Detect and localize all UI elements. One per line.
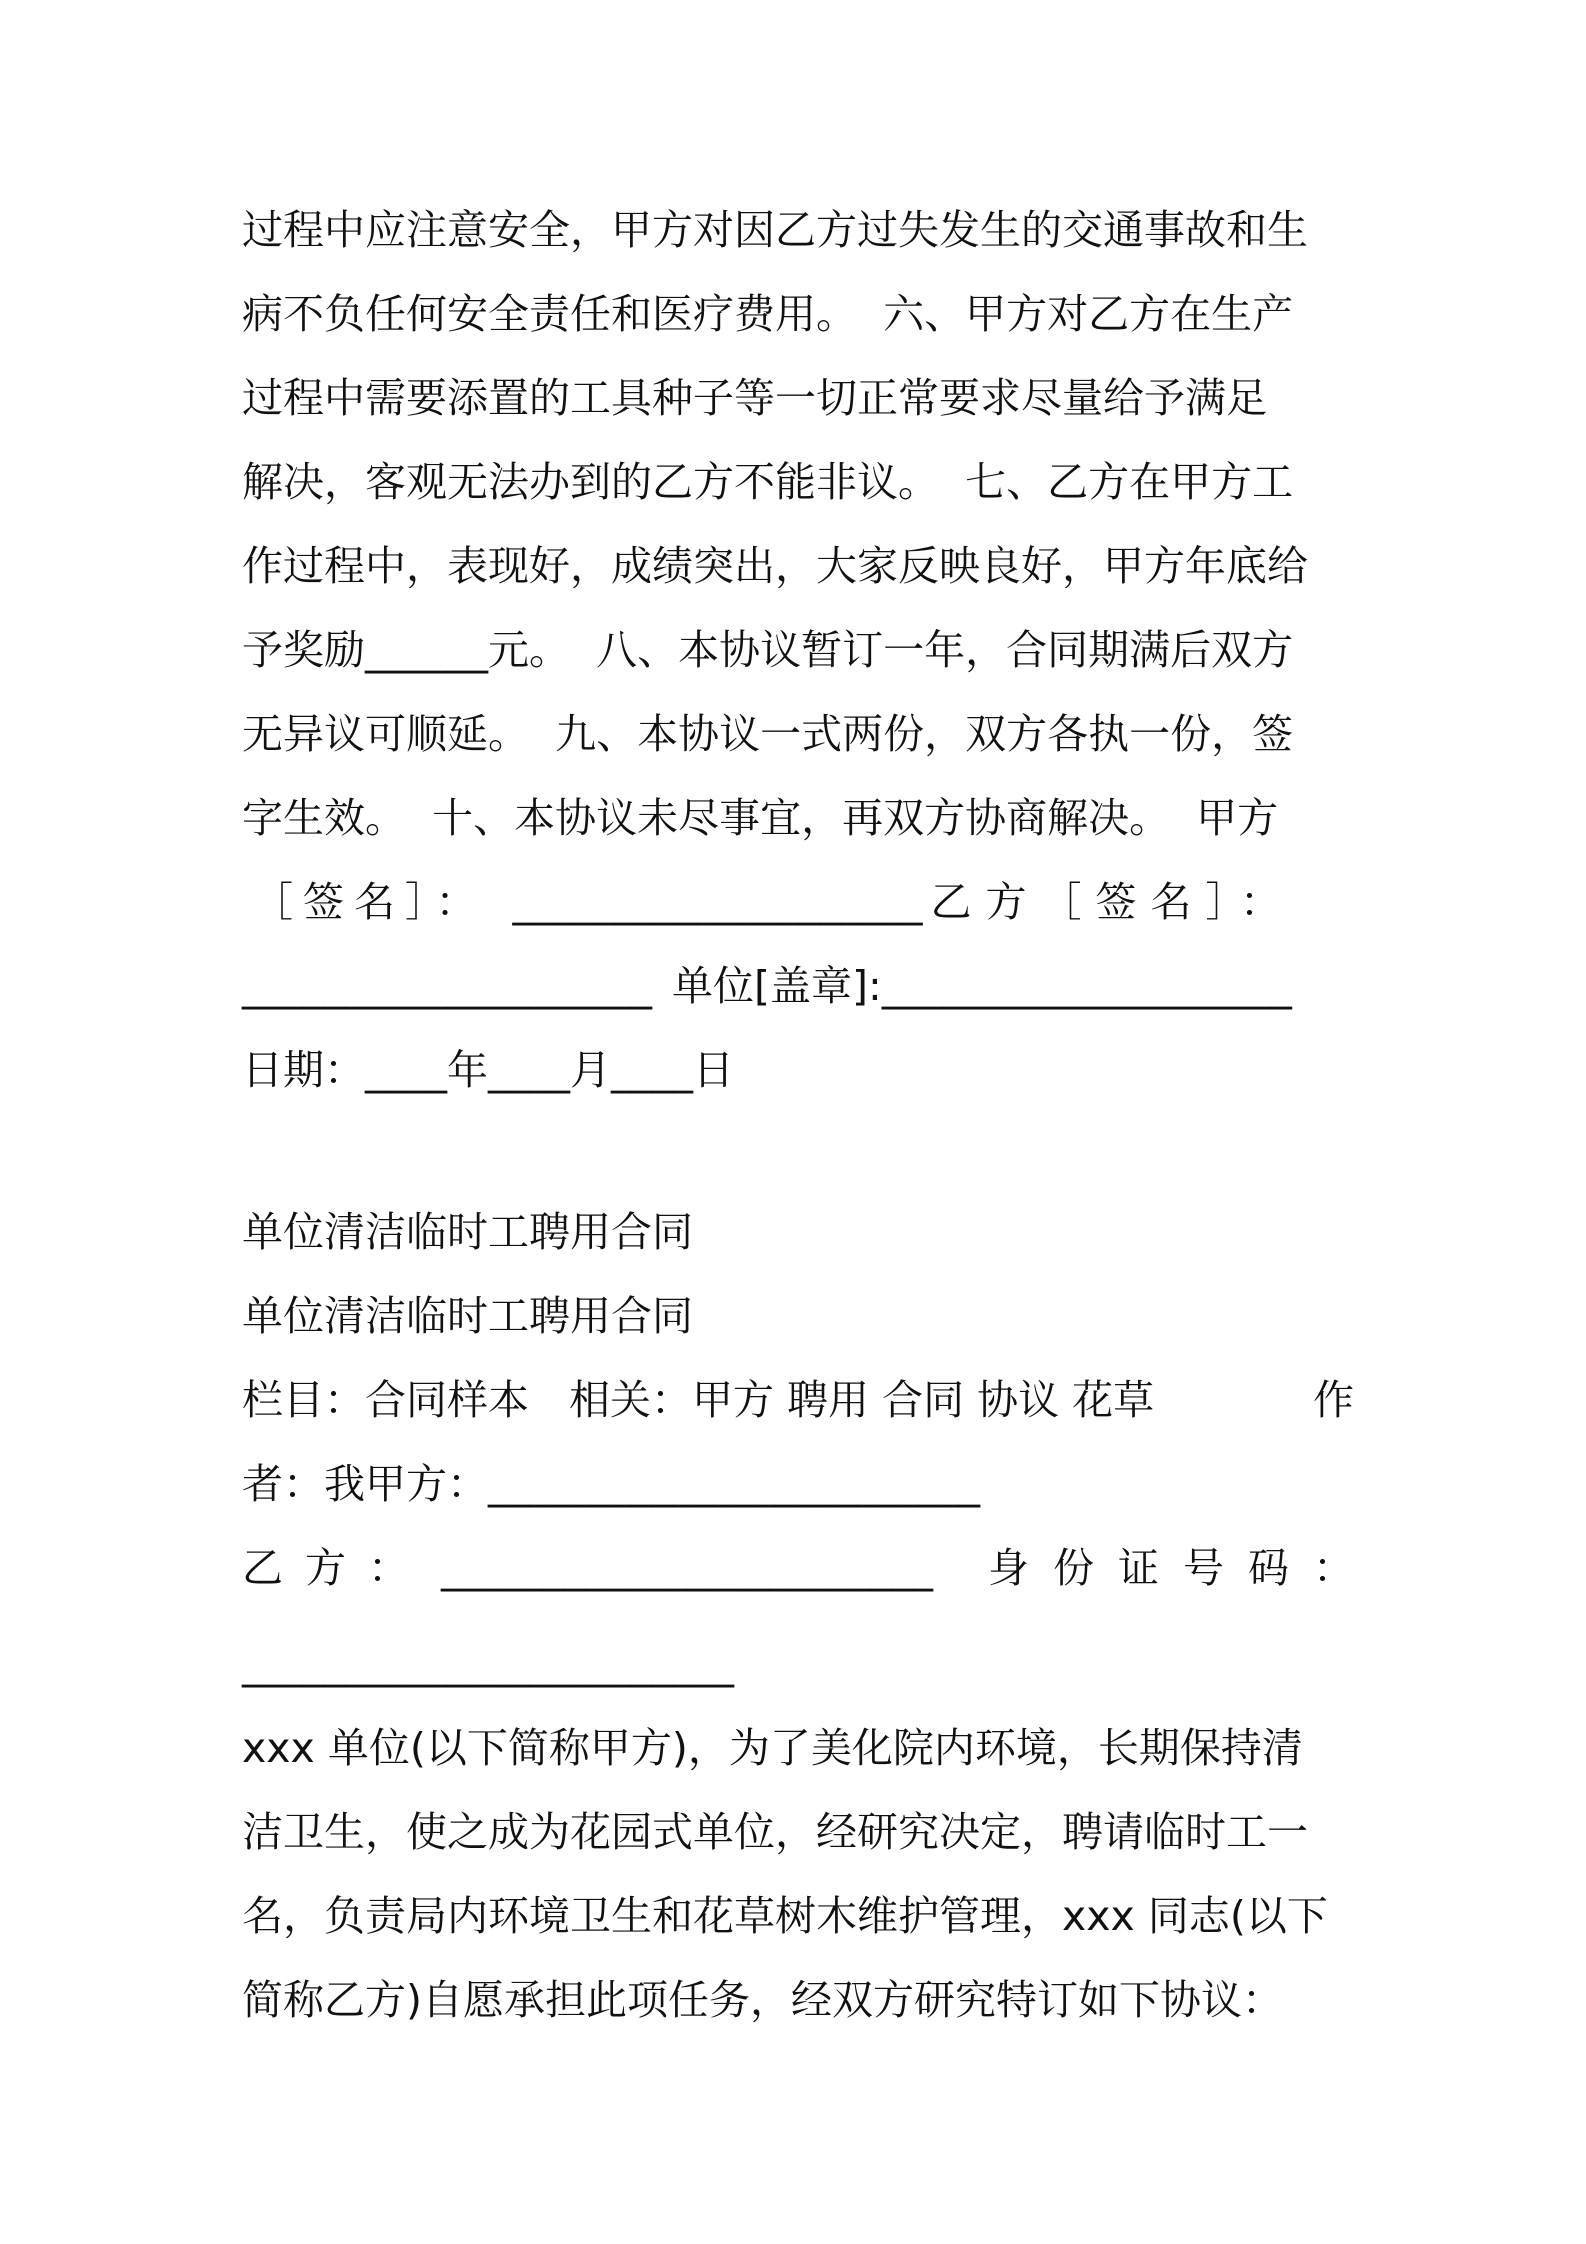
author-start: 作 — [1313, 1376, 1354, 1424]
signature-line — [242, 872, 1354, 932]
doc-title: 单位清洁临时工聘用合同 — [242, 1208, 693, 1256]
text-line: 解决，客观无法办到的乙方不能非议。 七、乙方在甲方工 — [242, 458, 1294, 506]
body-line: xxx 单位(以下简称甲方)，为了美化院内环境，长期保持清 — [242, 1724, 1303, 1772]
party-a-sign-blank: ____________________ — [512, 878, 923, 926]
party-b-blank: ________________________ — [441, 1544, 933, 1592]
unit-left-blank: ____________________ — [242, 962, 652, 1010]
id-number-label: 身份证号码： — [988, 1544, 1378, 1592]
party-a-sign-label: ［签名］： — [252, 878, 487, 926]
party-b-label: 乙方： — [242, 1544, 431, 1592]
text-line: 予奖励______元。 八、本协议暂订一年，合同期满后双方 — [242, 626, 1294, 674]
related-tags: 相关：甲方 聘用 合同 协议 花草 — [569, 1376, 1155, 1424]
text-line: 过程中应注意安全，甲方对因乙方过失发生的交通事故和生 — [242, 206, 1308, 254]
party-b-line — [242, 1538, 1378, 1598]
column-label: 栏目：合同样本 — [242, 1376, 529, 1424]
body-line: 名，负责局内环境卫生和花草树木维护管理，xxx 同志(以下 — [242, 1892, 1328, 1940]
unit-seal-label: 单位[盖章]: — [672, 962, 882, 1010]
meta-line — [242, 1370, 1354, 1430]
text-line: 过程中需要添置的工具种子等一切正常要求尽量给予满足 — [242, 374, 1267, 422]
text-line: 病不负任何安全责任和医疗费用。 六、甲方对乙方在生产 — [242, 290, 1294, 338]
id-number-blank: ________________________ — [242, 1640, 734, 1688]
text-line: 无异议可顺延。 九、本协议一式两份，双方各执一份，签 — [242, 710, 1294, 758]
party-b-sign-label: 乙方［签名］： — [930, 878, 1295, 926]
text-line: 字生效。 十、本协议未尽事宜，再双方协商解决。 甲方 — [242, 794, 1279, 842]
author-line: 者：我甲方：________________________ — [242, 1460, 980, 1508]
unit-seal-line — [242, 956, 1354, 1016]
body-line: 洁卫生，使之成为花园式单位，经研究决定，聘请临时工一 — [242, 1808, 1308, 1856]
date-line: 日期：____年____月____日 — [242, 1046, 734, 1094]
unit-right-blank: ____________________ — [881, 962, 1292, 1010]
text-line: 作过程中，表现好，成绩突出，大家反映良好，甲方年底给 — [242, 542, 1308, 590]
body-line: 简称乙方)自愿承担此项任务，经双方研究特订如下协议： — [242, 1976, 1283, 2024]
doc-title-repeat: 单位清洁临时工聘用合同 — [242, 1292, 693, 1340]
